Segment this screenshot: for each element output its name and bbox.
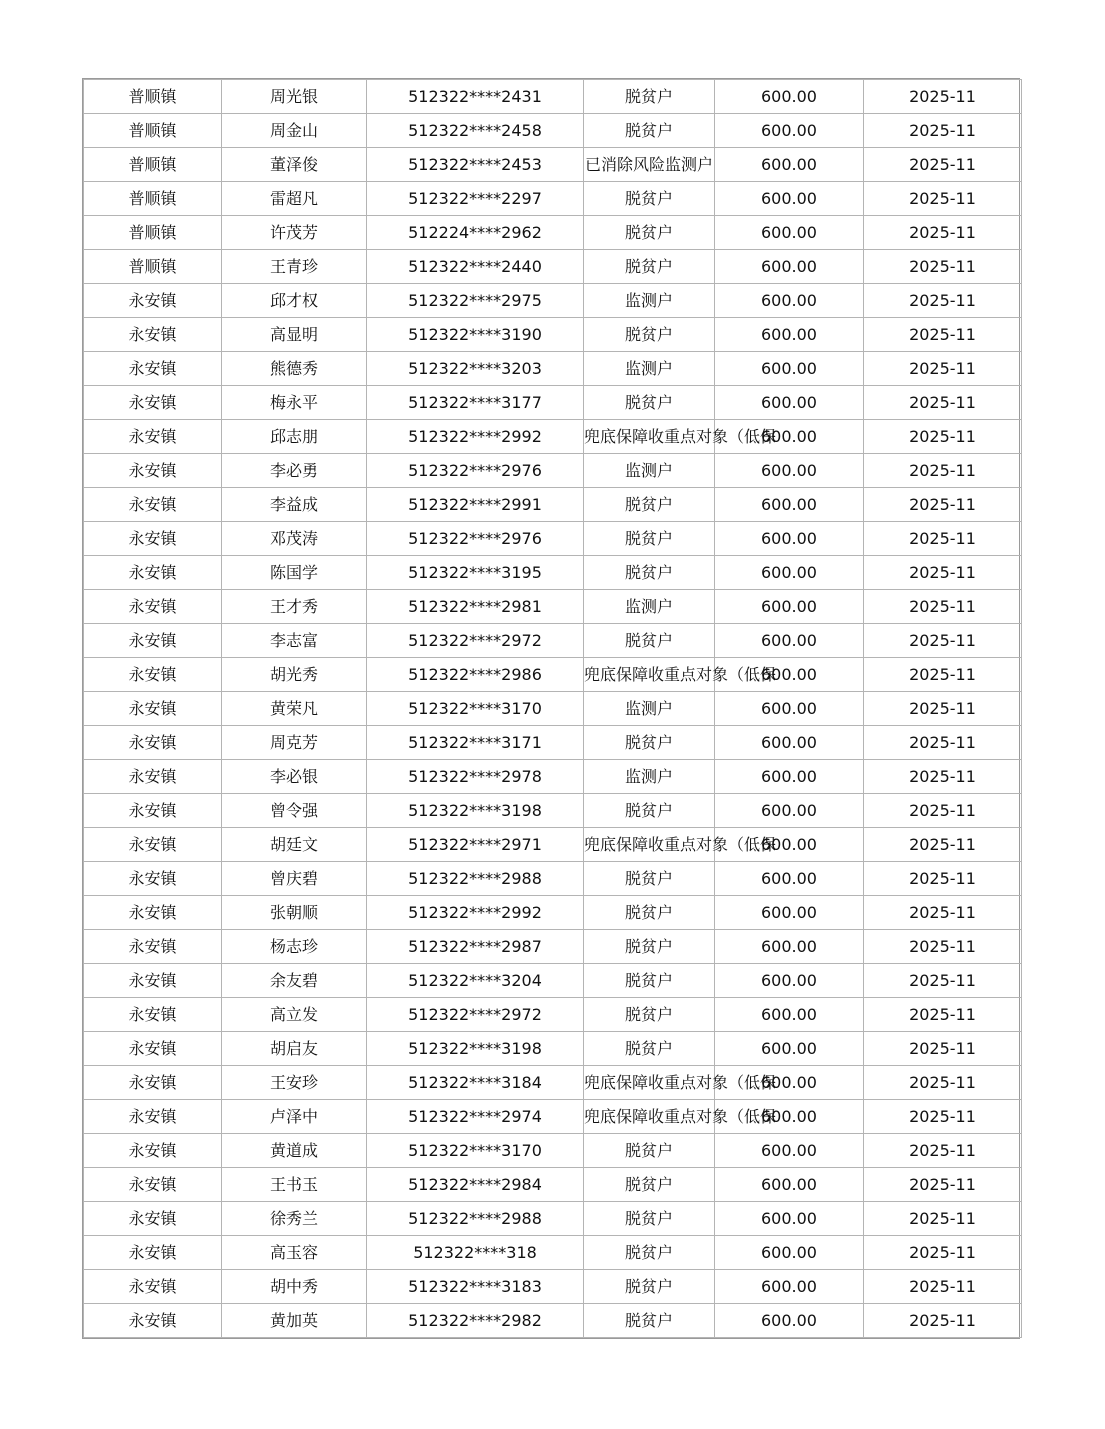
id-number-cell: 512322****2992 <box>367 420 584 454</box>
table-row <box>84 930 1022 964</box>
town-cell: 永安镇 <box>84 896 222 930</box>
table-row <box>84 896 1022 930</box>
name-cell: 余友碧 <box>222 964 367 998</box>
household-type-cell: 脱贫户 <box>584 1032 715 1066</box>
town-cell: 永安镇 <box>84 284 222 318</box>
period-cell: 2025-11 <box>864 760 1022 794</box>
period-cell: 2025-11 <box>864 1066 1022 1100</box>
id-number-cell: 512322****2976 <box>367 454 584 488</box>
period-cell: 2025-11 <box>864 964 1022 998</box>
id-number-cell: 512322****2972 <box>367 998 584 1032</box>
household-type-cell: 脱贫户 <box>584 386 715 420</box>
table-row <box>84 148 1022 182</box>
town-cell: 永安镇 <box>84 1168 222 1202</box>
household-type-cell: 兜底保障收重点对象（低保 <box>584 1066 715 1100</box>
amount-cell: 600.00 <box>715 1066 864 1100</box>
name-cell: 卢泽中 <box>222 1100 367 1134</box>
household-type-cell: 监测户 <box>584 284 715 318</box>
id-number-cell: 512322****3184 <box>367 1066 584 1100</box>
name-cell: 雷超凡 <box>222 182 367 216</box>
household-type-cell: 监测户 <box>584 760 715 794</box>
town-cell: 永安镇 <box>84 998 222 1032</box>
table-row <box>84 420 1022 454</box>
household-type-cell: 脱贫户 <box>584 182 715 216</box>
table-row <box>84 386 1022 420</box>
id-number-cell: 512322****3177 <box>367 386 584 420</box>
household-type-cell: 脱贫户 <box>584 522 715 556</box>
period-cell: 2025-11 <box>864 658 1022 692</box>
table-row <box>84 488 1022 522</box>
name-cell: 周光银 <box>222 80 367 114</box>
period-cell: 2025-11 <box>864 794 1022 828</box>
period-cell: 2025-11 <box>864 998 1022 1032</box>
town-cell: 永安镇 <box>84 1236 222 1270</box>
town-cell: 永安镇 <box>84 522 222 556</box>
period-cell: 2025-11 <box>864 284 1022 318</box>
table-row <box>84 318 1022 352</box>
table-row <box>84 250 1022 284</box>
amount-cell: 600.00 <box>715 1134 864 1168</box>
amount-cell: 600.00 <box>715 1168 864 1202</box>
id-number-cell: 512322****2975 <box>367 284 584 318</box>
period-cell: 2025-11 <box>864 352 1022 386</box>
period-cell: 2025-11 <box>864 80 1022 114</box>
id-number-cell: 512322****2987 <box>367 930 584 964</box>
id-number-cell: 512322****2974 <box>367 1100 584 1134</box>
amount-cell: 600.00 <box>715 80 864 114</box>
amount-cell: 600.00 <box>715 1304 864 1338</box>
id-number-cell: 512322****2981 <box>367 590 584 624</box>
name-cell: 王安珍 <box>222 1066 367 1100</box>
household-type-cell: 监测户 <box>584 590 715 624</box>
id-number-cell: 512322****3203 <box>367 352 584 386</box>
amount-cell: 600.00 <box>715 318 864 352</box>
table-row <box>84 1236 1022 1270</box>
household-type-cell: 兜底保障收重点对象（低保 <box>584 828 715 862</box>
amount-cell: 600.00 <box>715 624 864 658</box>
town-cell: 永安镇 <box>84 556 222 590</box>
id-number-cell: 512322****2988 <box>367 1202 584 1236</box>
id-number-cell: 512322****3195 <box>367 556 584 590</box>
table-row <box>84 658 1022 692</box>
amount-cell: 600.00 <box>715 1236 864 1270</box>
period-cell: 2025-11 <box>864 148 1022 182</box>
town-cell: 永安镇 <box>84 420 222 454</box>
household-type-cell: 脱贫户 <box>584 896 715 930</box>
table-row <box>84 454 1022 488</box>
id-number-cell: 512322****3183 <box>367 1270 584 1304</box>
name-cell: 胡廷文 <box>222 828 367 862</box>
name-cell: 胡启友 <box>222 1032 367 1066</box>
table-row <box>84 556 1022 590</box>
household-type-cell: 脱贫户 <box>584 318 715 352</box>
amount-cell: 600.00 <box>715 284 864 318</box>
table-row <box>84 692 1022 726</box>
id-number-cell: 512322****3198 <box>367 794 584 828</box>
name-cell: 李必银 <box>222 760 367 794</box>
period-cell: 2025-11 <box>864 1270 1022 1304</box>
name-cell: 曾庆碧 <box>222 862 367 896</box>
town-cell: 永安镇 <box>84 1032 222 1066</box>
town-cell: 永安镇 <box>84 1202 222 1236</box>
name-cell: 黄荣凡 <box>222 692 367 726</box>
table-row <box>84 522 1022 556</box>
table-row <box>84 1032 1022 1066</box>
table-row <box>84 1304 1022 1338</box>
period-cell: 2025-11 <box>864 1202 1022 1236</box>
period-cell: 2025-11 <box>864 522 1022 556</box>
town-cell: 永安镇 <box>84 726 222 760</box>
household-type-cell: 监测户 <box>584 352 715 386</box>
name-cell: 周克芳 <box>222 726 367 760</box>
name-cell: 许茂芳 <box>222 216 367 250</box>
name-cell: 高玉容 <box>222 1236 367 1270</box>
period-cell: 2025-11 <box>864 420 1022 454</box>
town-cell: 普顺镇 <box>84 250 222 284</box>
amount-cell: 600.00 <box>715 1032 864 1066</box>
amount-cell: 600.00 <box>715 556 864 590</box>
town-cell: 永安镇 <box>84 930 222 964</box>
table-row <box>84 624 1022 658</box>
town-cell: 普顺镇 <box>84 114 222 148</box>
household-type-cell: 脱贫户 <box>584 1236 715 1270</box>
household-type-cell: 脱贫户 <box>584 964 715 998</box>
period-cell: 2025-11 <box>864 930 1022 964</box>
name-cell: 高显明 <box>222 318 367 352</box>
amount-cell: 600.00 <box>715 760 864 794</box>
town-cell: 永安镇 <box>84 454 222 488</box>
amount-cell: 600.00 <box>715 862 864 896</box>
table-row <box>84 1100 1022 1134</box>
amount-cell: 600.00 <box>715 386 864 420</box>
household-type-cell: 脱贫户 <box>584 80 715 114</box>
period-cell: 2025-11 <box>864 488 1022 522</box>
town-cell: 普顺镇 <box>84 182 222 216</box>
table-row <box>84 590 1022 624</box>
name-cell: 徐秀兰 <box>222 1202 367 1236</box>
table-row <box>84 794 1022 828</box>
table-row <box>84 1066 1022 1100</box>
amount-cell: 600.00 <box>715 1270 864 1304</box>
amount-cell: 600.00 <box>715 114 864 148</box>
name-cell: 周金山 <box>222 114 367 148</box>
amount-cell: 600.00 <box>715 1100 864 1134</box>
amount-cell: 600.00 <box>715 998 864 1032</box>
name-cell: 陈国学 <box>222 556 367 590</box>
town-cell: 永安镇 <box>84 658 222 692</box>
household-type-cell: 脱贫户 <box>584 1134 715 1168</box>
household-type-cell: 脱贫户 <box>584 488 715 522</box>
id-number-cell: 512322****2992 <box>367 896 584 930</box>
amount-cell: 600.00 <box>715 148 864 182</box>
table-row <box>84 352 1022 386</box>
household-type-cell: 兜底保障收重点对象（低保 <box>584 420 715 454</box>
period-cell: 2025-11 <box>864 216 1022 250</box>
amount-cell: 600.00 <box>715 522 864 556</box>
town-cell: 普顺镇 <box>84 148 222 182</box>
town-cell: 普顺镇 <box>84 216 222 250</box>
town-cell: 永安镇 <box>84 1270 222 1304</box>
town-cell: 永安镇 <box>84 318 222 352</box>
town-cell: 永安镇 <box>84 862 222 896</box>
household-type-cell: 脱贫户 <box>584 1202 715 1236</box>
id-number-cell: 512322****2440 <box>367 250 584 284</box>
id-number-cell: 512322****318 <box>367 1236 584 1270</box>
table-row <box>84 182 1022 216</box>
table-row <box>84 1270 1022 1304</box>
period-cell: 2025-11 <box>864 454 1022 488</box>
table-row <box>84 114 1022 148</box>
name-cell: 李必勇 <box>222 454 367 488</box>
name-cell: 董泽俊 <box>222 148 367 182</box>
period-cell: 2025-11 <box>864 1032 1022 1066</box>
name-cell: 王青珍 <box>222 250 367 284</box>
period-cell: 2025-11 <box>864 828 1022 862</box>
town-cell: 永安镇 <box>84 1304 222 1338</box>
name-cell: 杨志珍 <box>222 930 367 964</box>
amount-cell: 600.00 <box>715 896 864 930</box>
name-cell: 王书玉 <box>222 1168 367 1202</box>
amount-cell: 600.00 <box>715 794 864 828</box>
town-cell: 普顺镇 <box>84 80 222 114</box>
town-cell: 永安镇 <box>84 1100 222 1134</box>
table-row <box>84 964 1022 998</box>
amount-cell: 600.00 <box>715 488 864 522</box>
name-cell: 邓茂涛 <box>222 522 367 556</box>
town-cell: 永安镇 <box>84 760 222 794</box>
household-type-cell: 脱贫户 <box>584 726 715 760</box>
table-body <box>84 80 1022 1338</box>
id-number-cell: 512322****3170 <box>367 1134 584 1168</box>
table-row <box>84 726 1022 760</box>
household-type-cell: 脱贫户 <box>584 114 715 148</box>
name-cell: 张朝顺 <box>222 896 367 930</box>
period-cell: 2025-11 <box>864 1134 1022 1168</box>
id-number-cell: 512322****3170 <box>367 692 584 726</box>
period-cell: 2025-11 <box>864 1236 1022 1270</box>
name-cell: 曾令强 <box>222 794 367 828</box>
household-type-cell: 脱贫户 <box>584 624 715 658</box>
id-number-cell: 512322****2431 <box>367 80 584 114</box>
table-row <box>84 1202 1022 1236</box>
household-type-cell: 已消除风险监测户 <box>584 148 715 182</box>
period-cell: 2025-11 <box>864 114 1022 148</box>
amount-cell: 600.00 <box>715 930 864 964</box>
period-cell: 2025-11 <box>864 1168 1022 1202</box>
household-type-cell: 兜底保障收重点对象（低保 <box>584 1100 715 1134</box>
period-cell: 2025-11 <box>864 692 1022 726</box>
household-type-cell: 脱贫户 <box>584 1270 715 1304</box>
name-cell: 梅永平 <box>222 386 367 420</box>
period-cell: 2025-11 <box>864 624 1022 658</box>
data-table-container <box>82 78 1020 1339</box>
id-number-cell: 512322****2458 <box>367 114 584 148</box>
name-cell: 黄加英 <box>222 1304 367 1338</box>
data-table <box>83 79 1022 1338</box>
id-number-cell: 512322****2991 <box>367 488 584 522</box>
name-cell: 高立发 <box>222 998 367 1032</box>
amount-cell: 600.00 <box>715 964 864 998</box>
table-row <box>84 284 1022 318</box>
id-number-cell: 512322****2986 <box>367 658 584 692</box>
town-cell: 永安镇 <box>84 1066 222 1100</box>
period-cell: 2025-11 <box>864 318 1022 352</box>
town-cell: 永安镇 <box>84 352 222 386</box>
period-cell: 2025-11 <box>864 386 1022 420</box>
id-number-cell: 512322****2297 <box>367 182 584 216</box>
period-cell: 2025-11 <box>864 1100 1022 1134</box>
household-type-cell: 脱贫户 <box>584 1168 715 1202</box>
amount-cell: 600.00 <box>715 658 864 692</box>
table-row <box>84 1134 1022 1168</box>
id-number-cell: 512322****2972 <box>367 624 584 658</box>
town-cell: 永安镇 <box>84 386 222 420</box>
id-number-cell: 512322****2971 <box>367 828 584 862</box>
id-number-cell: 512322****2976 <box>367 522 584 556</box>
amount-cell: 600.00 <box>715 216 864 250</box>
id-number-cell: 512322****2988 <box>367 862 584 896</box>
table-row <box>84 828 1022 862</box>
table-row <box>84 760 1022 794</box>
town-cell: 永安镇 <box>84 590 222 624</box>
household-type-cell: 监测户 <box>584 454 715 488</box>
name-cell: 王才秀 <box>222 590 367 624</box>
amount-cell: 600.00 <box>715 828 864 862</box>
town-cell: 永安镇 <box>84 1134 222 1168</box>
household-type-cell: 脱贫户 <box>584 930 715 964</box>
amount-cell: 600.00 <box>715 1202 864 1236</box>
household-type-cell: 脱贫户 <box>584 794 715 828</box>
name-cell: 邱志朋 <box>222 420 367 454</box>
id-number-cell: 512322****2982 <box>367 1304 584 1338</box>
name-cell: 黄道成 <box>222 1134 367 1168</box>
town-cell: 永安镇 <box>84 488 222 522</box>
id-number-cell: 512322****3190 <box>367 318 584 352</box>
period-cell: 2025-11 <box>864 1304 1022 1338</box>
table-row <box>84 998 1022 1032</box>
household-type-cell: 脱贫户 <box>584 862 715 896</box>
amount-cell: 600.00 <box>715 454 864 488</box>
id-number-cell: 512322****3198 <box>367 1032 584 1066</box>
id-number-cell: 512322****2978 <box>367 760 584 794</box>
household-type-cell: 脱贫户 <box>584 1304 715 1338</box>
id-number-cell: 512322****2453 <box>367 148 584 182</box>
amount-cell: 600.00 <box>715 420 864 454</box>
period-cell: 2025-11 <box>864 862 1022 896</box>
household-type-cell: 脱贫户 <box>584 250 715 284</box>
id-number-cell: 512224****2962 <box>367 216 584 250</box>
period-cell: 2025-11 <box>864 182 1022 216</box>
table-row <box>84 862 1022 896</box>
table-row <box>84 80 1022 114</box>
household-type-cell: 脱贫户 <box>584 556 715 590</box>
id-number-cell: 512322****3171 <box>367 726 584 760</box>
name-cell: 邱才权 <box>222 284 367 318</box>
period-cell: 2025-11 <box>864 896 1022 930</box>
town-cell: 永安镇 <box>84 692 222 726</box>
name-cell: 胡光秀 <box>222 658 367 692</box>
amount-cell: 600.00 <box>715 250 864 284</box>
household-type-cell: 监测户 <box>584 692 715 726</box>
name-cell: 李益成 <box>222 488 367 522</box>
amount-cell: 600.00 <box>715 692 864 726</box>
household-type-cell: 兜底保障收重点对象（低保 <box>584 658 715 692</box>
household-type-cell: 脱贫户 <box>584 216 715 250</box>
town-cell: 永安镇 <box>84 794 222 828</box>
amount-cell: 600.00 <box>715 590 864 624</box>
household-type-cell: 脱贫户 <box>584 998 715 1032</box>
table-row <box>84 1168 1022 1202</box>
town-cell: 永安镇 <box>84 828 222 862</box>
id-number-cell: 512322****3204 <box>367 964 584 998</box>
amount-cell: 600.00 <box>715 726 864 760</box>
table-row <box>84 216 1022 250</box>
name-cell: 熊德秀 <box>222 352 367 386</box>
name-cell: 胡中秀 <box>222 1270 367 1304</box>
town-cell: 永安镇 <box>84 624 222 658</box>
town-cell: 永安镇 <box>84 964 222 998</box>
amount-cell: 600.00 <box>715 182 864 216</box>
amount-cell: 600.00 <box>715 352 864 386</box>
id-number-cell: 512322****2984 <box>367 1168 584 1202</box>
period-cell: 2025-11 <box>864 590 1022 624</box>
period-cell: 2025-11 <box>864 250 1022 284</box>
period-cell: 2025-11 <box>864 556 1022 590</box>
name-cell: 李志富 <box>222 624 367 658</box>
period-cell: 2025-11 <box>864 726 1022 760</box>
